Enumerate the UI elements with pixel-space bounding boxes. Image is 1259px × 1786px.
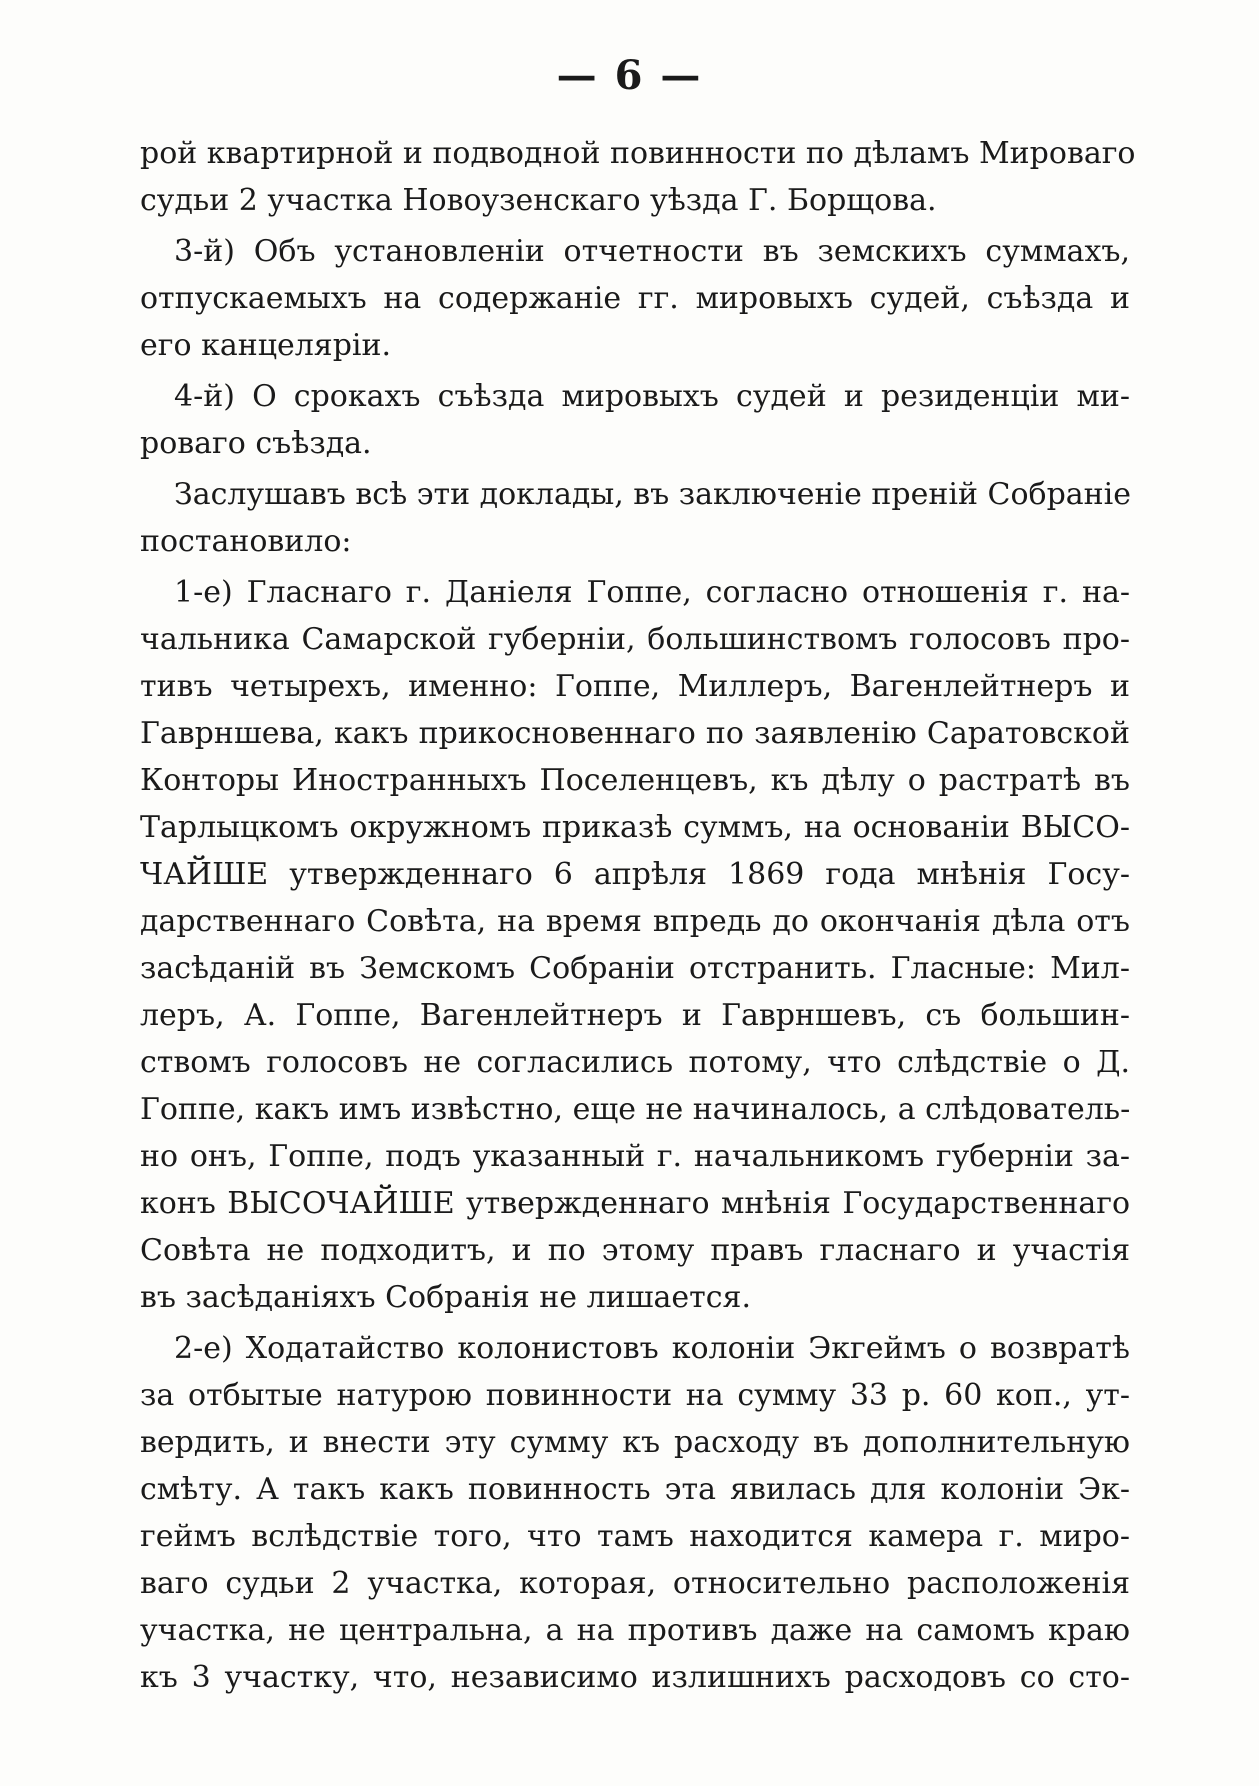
text-line: Совѣта не подходитъ, и по этому правъ гласнаго и участія (140, 1233, 1130, 1268)
text-line: Заслушавъ всѣ эти доклады, въ заключеніе преній Собраніе (174, 477, 1132, 512)
text-line: отпускаемыхъ на содержаніе гг. мировыхъ судей, съѣзда и (140, 281, 1130, 316)
text-line: рой квартирной и подводной повинности по дѣламъ Мироваго (140, 136, 1136, 171)
text-line: ваго судьи 2 участка, которая, относительно расположенія (140, 1566, 1130, 1601)
text-line: Гоппе, какъ имъ извѣстно, еще не начиналось, а слѣдователь- (140, 1092, 1131, 1127)
text-line: къ 3 участку, что, независимо излишнихъ расходовъ со сто- (140, 1660, 1130, 1695)
paragraph-item-3 (140, 228, 1130, 369)
text-line: ЧАЙШЕ утвержденнаго 6 апрѣля 1869 года мнѣнія Госу- (140, 857, 1130, 892)
text-line: роваго съѣзда. (140, 426, 372, 461)
text-line: Гаврншева, какъ прикосновеннаго по заявленію Саратовской (140, 716, 1130, 751)
text-line: но онъ, Гоппе, подъ указанный г. начальникомъ губерніи за- (140, 1139, 1130, 1174)
text-line: 1-е) Гласнаго г. Даніеля Гоппе, согласно отношенія г. на- (174, 575, 1130, 610)
text-line: судьи 2 участка Новоузенскаго уѣзда Г. Борщова. (140, 183, 937, 218)
paragraph-resolution-intro (140, 471, 1130, 565)
text-line: смѣту. А такъ какъ повинность эта явилась для колоніи Эк- (140, 1472, 1130, 1507)
text-line: въ засѣданіяхъ Собранія не лишается. (140, 1280, 752, 1315)
text-line: чальника Самарской губерніи, большинствомъ голосовъ про- (140, 622, 1130, 657)
text-line: 2-е) Ходатайство колонистовъ колоніи Экгеймъ о возвратѣ (174, 1331, 1130, 1366)
paragraph-item-4 (140, 373, 1130, 467)
text-line: его канцеляріи. (140, 328, 392, 363)
text-line: геймъ вслѣдствіе того, что тамъ находится камера г. миро- (140, 1519, 1130, 1554)
body-text (140, 130, 1136, 1705)
paragraph-continuation (140, 130, 1136, 224)
text-line: 4-й) О срокахъ съѣзда мировыхъ судей и резиденціи ми- (174, 379, 1130, 414)
text-line: ствомъ голосовъ не согласились потому, что слѣдствіе о Д. (140, 1045, 1130, 1080)
text-line: леръ, А. Гоппе, Вагенлейтнеръ и Гаврншевъ, съ большин- (140, 998, 1130, 1033)
text-line: тивъ четырехъ, именно: Гоппе, Миллеръ, Вагенлейтнеръ и (140, 669, 1130, 704)
page-number: — 6 — (556, 52, 703, 99)
text-line: участка, не центральна, а на противъ даже на самомъ краю (140, 1613, 1130, 1648)
text-line: Конторы Иностранныхъ Поселенцевъ, къ дѣлу о растратѣ въ (140, 763, 1130, 798)
text-line: дарственнаго Совѣта, на время впредь до окончанія дѣла отъ (140, 904, 1130, 939)
text-line: засѣданій въ Земскомъ Собраніи отстранить. Гласные: Мил- (140, 951, 1130, 986)
text-line: конъ ВЫСОЧАЙШЕ утвержденнаго мнѣнія Государственнаго (140, 1186, 1130, 1221)
paragraph-resolution-2 (140, 1325, 1130, 1701)
text-line: 3-й) Объ установленіи отчетности въ земскихъ суммахъ, (174, 234, 1130, 269)
text-line: за отбытые натурою повинности на сумму 33 р. 60 коп., ут- (140, 1378, 1130, 1413)
text-line: вердить, и внести эту сумму къ расходу въ дополнительную (140, 1425, 1130, 1460)
text-line: постановило: (140, 524, 352, 559)
text-line: Тарлыцкомъ окружномъ приказѣ суммъ, на основаніи ВЫСО- (140, 810, 1130, 845)
paragraph-resolution-1 (140, 569, 1130, 1321)
